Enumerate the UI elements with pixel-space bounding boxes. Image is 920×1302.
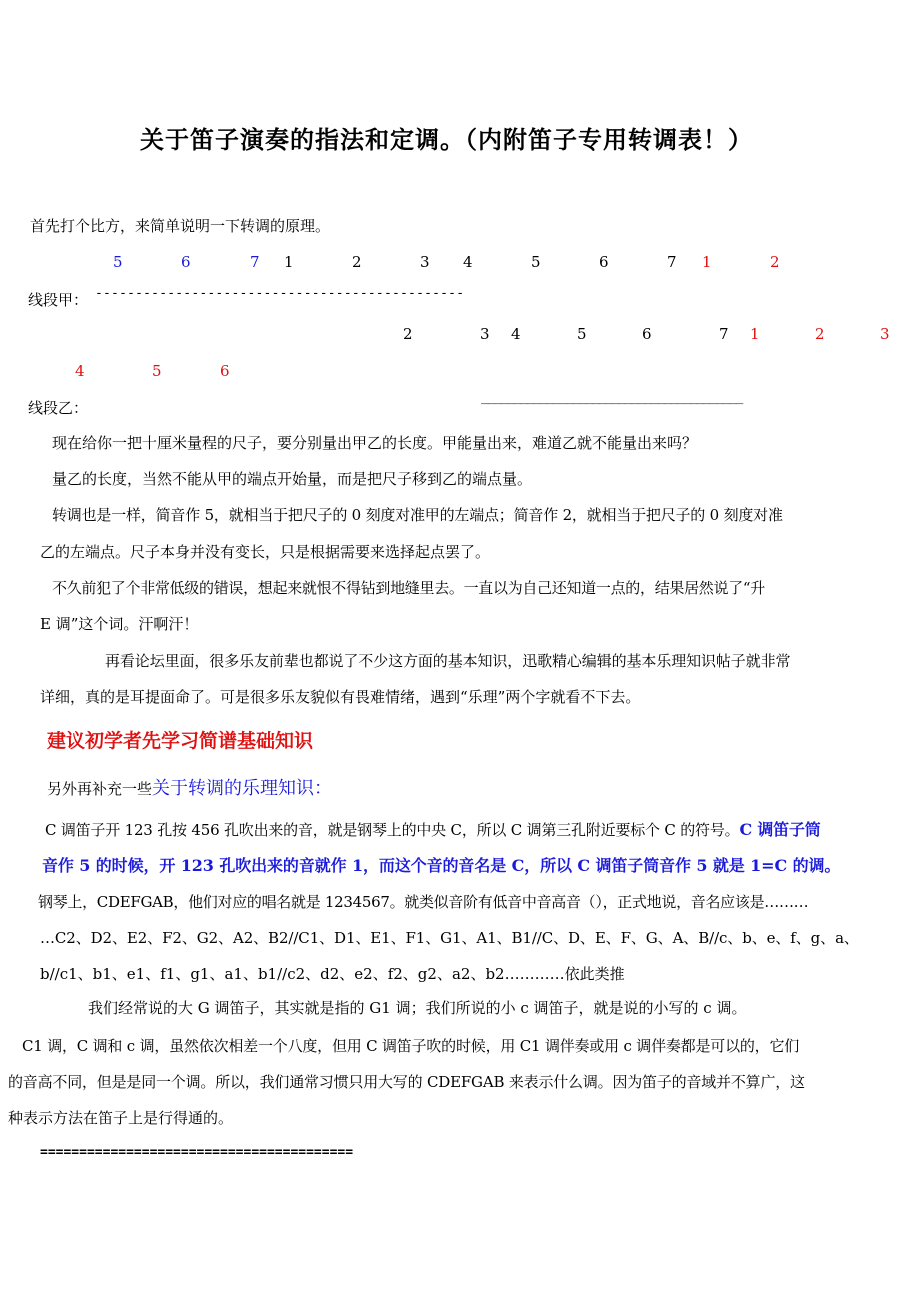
paragraph: 种表示方法在笛子上是行得通的。 [8,1109,234,1127]
note: 7 [667,253,677,271]
note: 2 [403,325,413,343]
c-para-line: b//c1、b1、e1、f1、g1、a1、b1//c2、d2、e2、f2、g2、a2、b2…………依此类推 [40,965,625,983]
note: 5 [113,253,123,271]
c-para-line: …C2、D2、E2、F2、G2、A2、B2//C1、D1、E1、F1、G1、A1、B1//C、D、E、F、G、A、B//c、b、e、f、g、a、 [40,929,859,947]
paragraph: 我们经常说的大 G 调笛子，其实就是指的 G1 调；我们所说的小 c 调笛子，就是说的小写的 c 调。 [88,999,747,1017]
note: 2 [770,253,780,271]
intro-text: 首先打个比方，来简单说明一下转调的原理。 [30,217,331,235]
note: 2 [352,253,362,271]
c-para-blue: C 调笛子筒 [739,820,821,839]
note: 5 [531,253,541,271]
note: 6 [220,362,230,380]
note: 5 [152,362,162,380]
separator: ======================================== [40,1145,354,1160]
note: 4 [75,362,85,380]
note: 7 [250,253,260,271]
line-a-segment: ---------------------------------------------- [95,286,465,301]
c-para-line: 钢琴上，CDEFGAB，他们对应的唱名就是 1234567。就类似音阶有低音中音高音（），正式地说，音名应该是……… [38,893,809,911]
paragraph: 现在给你一把十厘米量程的尺子，要分别量出甲乙的长度。甲能量出来，难道乙就不能量出来吗？ [52,434,698,452]
note: 1 [702,253,712,271]
c-para-line [45,820,821,840]
note: 3 [880,325,890,343]
note: 4 [463,253,473,271]
note: 6 [599,253,609,271]
paragraph: 详细，真的是耳提面命了。可是很多乐友貌似有畏难情绪，遇到“乐理”两个字就看不下去。 [40,688,641,706]
note: 7 [719,325,729,343]
line-b-label: 线段乙： [28,399,89,417]
note: 2 [815,325,825,343]
note: 5 [577,325,587,343]
supplement-line [47,774,332,800]
note: 1 [750,325,760,343]
note: 1 [284,253,294,271]
paragraph: 量乙的长度，当然不能从甲的端点开始量，而是把尺子移到乙的端点量。 [52,470,533,488]
supplement-prefix: 另外再补充一些 [47,780,153,798]
paragraph: E 调”这个词。汗啊汗！ [40,615,199,633]
paragraph: 不久前犯了个非常低级的错误，想起来就恨不得钻到地缝里去。一直以为自己还知道一点的，结果居然说了“升 [52,579,765,597]
paragraph: 再看论坛里面，很多乐友前辈也都说了不少这方面的基本知识，迅歌精心编辑的基本乐理知识帖子就非常 [105,652,791,670]
note: 6 [181,253,191,271]
c-para-text: C 调笛子开 123 孔按 456 孔吹出来的音，就是钢琴上的中央 C，所以 C 调第三孔附近要标个 C 的符号。 [45,821,740,839]
supplement-heading: 关于转调的乐理知识： [152,778,333,799]
section-heading: 建议初学者先学习简谱基础知识 [47,730,314,752]
line-a-label: 线段甲： [28,291,89,309]
note: 6 [642,325,652,343]
paragraph: 转调也是一样，简音作 5，就相当于把尺子的 0 刻度对准甲的左端点；简音作 2，就相当于把尺子的 0 刻度对准 [52,506,783,524]
paragraph: 的音高不同，但是是同一个调。所以，我们通常习惯只用大写的 CDEFGAB 来表示什么调。因为笛子的音域并不算广，这 [8,1073,805,1091]
note: 3 [420,253,430,271]
paragraph: C1 调，C 调和 c 调，虽然依次相差一个八度，但用 C 调笛子吹的时候，用 C1 调伴奏或用 c 调伴奏都是可以的，它们 [22,1037,800,1055]
note: 3 [480,325,490,343]
paragraph: 乙的左端点。尺子本身并没有变长，只是根据需要来选择起点罢了。 [40,543,491,561]
note: 4 [511,325,521,343]
line-b-segment: ________________________________________ [481,390,743,405]
page-title: 关于笛子演奏的指法和定调。（内附笛子专用转调表！） [140,126,753,154]
c-para-line-blue: 音作 5 的时候，开 123 孔吹出来的音就作 1，而这个音的音名是 C，所以 C 调笛子筒音作 5 就是 1=C 的调。 [42,856,841,875]
